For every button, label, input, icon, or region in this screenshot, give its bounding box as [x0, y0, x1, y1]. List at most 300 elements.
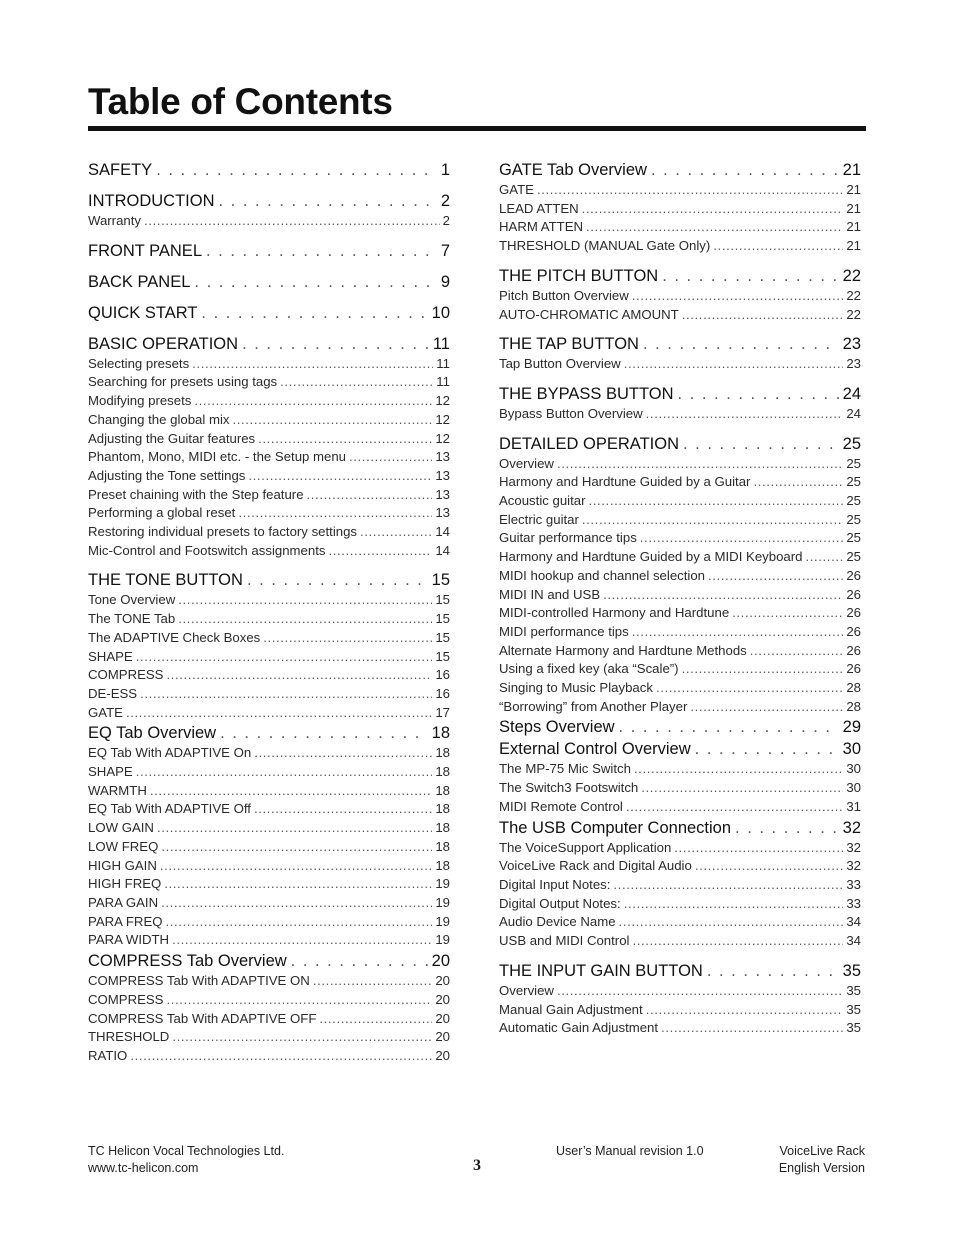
toc-page-number: 26: [846, 642, 861, 658]
toc-section[interactable]: [88, 951, 450, 972]
toc-page-number: 18: [435, 838, 450, 854]
toc-dot-leader: [126, 704, 432, 723]
toc-subentry[interactable]: [499, 405, 861, 424]
toc-page-number: 15: [435, 611, 450, 627]
toc-page-number: 18: [435, 857, 450, 873]
toc-section[interactable]: [499, 266, 861, 287]
toc-dot-leader: [632, 287, 844, 306]
toc-subentry[interactable]: [88, 782, 450, 801]
toc-dot-leader: [582, 200, 844, 219]
toc-dot-leader: [713, 237, 843, 256]
toc-page-number: 19: [435, 932, 450, 948]
toc-dot-leader: [589, 492, 844, 511]
toc-dot-leader: [640, 529, 844, 548]
toc-page-number: 26: [846, 586, 861, 602]
toc-page-number: 18: [435, 745, 450, 761]
toc-section[interactable]: [499, 434, 861, 455]
toc-entry-title: Selecting presets: [88, 355, 190, 371]
toc-page-number: 35: [842, 961, 861, 980]
toc-dot-leader: [707, 961, 839, 982]
toc-dot-leader: [156, 160, 437, 181]
toc-subentry[interactable]: [499, 306, 861, 325]
toc-page-number: 30: [842, 740, 861, 759]
toc-section[interactable]: [499, 739, 861, 760]
toc-dot-leader: [258, 430, 432, 449]
toc-entry-title: The ADAPTIVE Check Boxes: [88, 629, 261, 645]
toc-entry-title: Modifying presets: [88, 393, 192, 409]
toc-subentry[interactable]: [88, 744, 450, 763]
toc-entry-title: Phantom, Mono, MIDI etc. - the Setup menu: [88, 449, 347, 465]
toc-page-number: 25: [846, 511, 861, 527]
toc-entry-title: SHAPE: [88, 764, 133, 780]
toc-dot-leader: [140, 685, 432, 704]
toc-entry-title: MIDI hookup and channel selection: [499, 567, 706, 583]
toc-dot-leader: [136, 648, 433, 667]
toc-dot-leader: [632, 623, 844, 642]
toc-entry-title: VoiceLive Rack and Digital Audio: [499, 858, 692, 874]
toc-entry-title: Preset chaining with the Step feature: [88, 486, 304, 502]
toc-dot-leader: [172, 931, 432, 950]
footer-language: English Version: [778, 1161, 865, 1175]
toc-entry-title: “Borrowing” from Another Player: [499, 698, 688, 714]
toc-subentry[interactable]: [499, 548, 861, 567]
toc-page-number: 2: [440, 192, 450, 210]
toc-page-number: 14: [435, 524, 450, 540]
toc-page-number: 19: [435, 913, 450, 929]
toc-dot-leader: [360, 523, 432, 542]
toc-dot-leader: [313, 972, 433, 991]
toc-dot-leader: [263, 629, 432, 648]
toc-page-number: 25: [846, 474, 861, 490]
toc-entry-title: Tone Overview: [88, 592, 176, 608]
toc-dot-leader: [349, 448, 432, 467]
toc-entry-title: The Switch3 Footswitch: [499, 780, 639, 796]
toc-subentry[interactable]: [88, 894, 450, 913]
toc-dot-leader: [136, 763, 433, 782]
toc-subentry[interactable]: [499, 779, 861, 798]
toc-entry-title: Audio Device Name: [499, 914, 616, 930]
toc-entry-title: The TONE Tab: [88, 611, 176, 627]
toc-entry-title: HIGH FREQ: [88, 876, 162, 892]
toc-entry-title: THRESHOLD (MANUAL Gate Only): [499, 238, 711, 254]
toc-entry-title: RATIO: [88, 1047, 128, 1063]
toc-entry-title: External Control Overview: [499, 740, 691, 759]
toc-dot-leader: [735, 818, 839, 839]
toc-entry-title: Digital Input Notes:: [499, 876, 611, 892]
toc-subentry[interactable]: [88, 704, 450, 723]
toc-entry-title: The VoiceSupport Application: [499, 839, 672, 855]
toc-page-number: 18: [431, 724, 450, 743]
toc-subentry[interactable]: [88, 610, 450, 629]
toc-subentry[interactable]: [499, 932, 861, 951]
toc-page-number: 35: [846, 1001, 861, 1017]
toc-subentry[interactable]: [88, 875, 450, 894]
toc-dot-leader: [646, 405, 844, 424]
toc-entry-title: MIDI Remote Control: [499, 798, 623, 814]
toc-dot-leader: [683, 434, 839, 455]
toc-dot-leader: [192, 355, 433, 374]
toc-dot-leader: [619, 913, 844, 932]
toc-dot-leader: [682, 660, 844, 679]
toc-subentry[interactable]: [88, 763, 450, 782]
toc-subentry[interactable]: [88, 411, 450, 430]
toc-entry-title: Guitar performance tips: [499, 530, 637, 546]
toc-subentry[interactable]: [499, 511, 861, 530]
toc-entry-title: COMPRESS Tab With ADAPTIVE OFF: [88, 1010, 317, 1026]
toc-section[interactable]: [499, 160, 861, 181]
toc-page-number: 20: [435, 973, 450, 989]
toc-dot-leader: [678, 384, 839, 405]
toc-page-number: 21: [846, 200, 861, 216]
toc-dot-leader: [643, 334, 839, 355]
toc-subentry[interactable]: [499, 876, 861, 895]
toc-entry-title: PARA FREQ: [88, 913, 163, 929]
toc-subentry[interactable]: [499, 492, 861, 511]
toc-page-number: 18: [435, 820, 450, 836]
toc-entry-title: LEAD ATTEN: [499, 200, 579, 216]
toc-page-number: 20: [431, 952, 450, 971]
toc-page-number: 13: [435, 505, 450, 521]
toc-dot-leader: [619, 717, 839, 738]
toc-entry-title: DETAILED OPERATION: [499, 434, 680, 453]
toc-section[interactable]: [499, 717, 861, 738]
toc-page-number: 25: [846, 530, 861, 546]
toc-entry-title: THE TAP BUTTON: [499, 335, 639, 354]
toc-subentry[interactable]: [88, 819, 450, 838]
toc-dot-leader: [613, 876, 843, 895]
toc-page-number: 15: [431, 571, 450, 590]
toc-entry-title: SHAPE: [88, 648, 133, 664]
toc-page-number: 26: [846, 567, 861, 583]
toc-page-number: 16: [435, 667, 450, 683]
toc-subentry[interactable]: [499, 1001, 861, 1020]
toc-dot-leader: [750, 642, 844, 661]
toc-page-number: 2: [442, 213, 450, 228]
toc-subentry[interactable]: [88, 1010, 450, 1029]
toc-entry-title: FRONT PANEL: [88, 241, 202, 260]
toc-subentry[interactable]: [499, 586, 861, 605]
toc-entry-title: Tap Button Overview: [499, 356, 621, 372]
toc-entry-title: The MP-75 Mic Switch: [499, 761, 631, 777]
toc-page-number: 17: [435, 704, 450, 720]
toc-entry-title: MIDI-controlled Harmony and Hardtune: [499, 605, 730, 621]
toc-page-number: 22: [846, 287, 861, 303]
toc-page-number: 21: [846, 182, 861, 197]
toc-entry-title: Acoustic guitar: [499, 493, 586, 509]
toc-section[interactable]: [88, 723, 450, 744]
toc-subentry[interactable]: [499, 473, 861, 492]
toc-dot-leader: [150, 782, 432, 801]
toc-page-number: 22: [842, 266, 861, 285]
toc-dot-leader: [161, 894, 432, 913]
toc-entry-title: THE TONE BUTTON: [88, 571, 243, 590]
toc-entry-title: The USB Computer Connection: [499, 818, 732, 837]
toc-dot-leader: [582, 511, 843, 530]
toc-page-number: 34: [846, 933, 861, 949]
toc-dot-leader: [238, 504, 432, 523]
toc-page-number: 30: [846, 761, 861, 777]
toc-subentry[interactable]: [499, 287, 861, 306]
toc-entry-title: THRESHOLD: [88, 1029, 170, 1045]
toc-section[interactable]: [499, 334, 861, 355]
toc-page-number: 25: [846, 493, 861, 509]
toc-page-number: 25: [846, 549, 861, 565]
toc-subentry[interactable]: [499, 567, 861, 586]
toc-entry-title: THE BYPASS BUTTON: [499, 384, 674, 403]
toc-dot-leader: [695, 857, 844, 876]
toc-subentry[interactable]: [499, 455, 861, 474]
toc-subentry[interactable]: [499, 355, 861, 374]
toc-subentry[interactable]: [88, 972, 450, 991]
toc-subentry[interactable]: [499, 218, 861, 237]
toc-dot-leader: [586, 218, 843, 237]
toc-subentry[interactable]: [499, 857, 861, 876]
toc-subentry[interactable]: [499, 237, 861, 256]
toc-section[interactable]: [88, 191, 450, 212]
toc-entry-title: Adjusting the Guitar features: [88, 430, 256, 446]
toc-dot-leader: [194, 392, 432, 411]
toc-subentry[interactable]: [499, 200, 861, 219]
toc-page-number: 11: [436, 374, 450, 390]
toc-subentry[interactable]: [499, 760, 861, 779]
toc-dot-leader: [166, 913, 433, 932]
toc-subentry[interactable]: [88, 857, 450, 876]
toc-subentry[interactable]: [88, 838, 450, 857]
toc-entry-title: Manual Gain Adjustment: [499, 1001, 643, 1017]
toc-entry-title: EQ Tab With ADAPTIVE On: [88, 745, 252, 761]
toc-page-number: 15: [435, 592, 450, 608]
toc-subentry[interactable]: [499, 660, 861, 679]
toc-entry-title: HIGH GAIN: [88, 857, 157, 873]
toc-entry-title: USB and MIDI Control: [499, 933, 630, 949]
toc-entry-title: Searching for presets using tags: [88, 374, 278, 390]
toc-subentry[interactable]: [88, 800, 450, 819]
toc-entry-title: Alternate Harmony and Hardtune Methods: [499, 642, 747, 658]
toc-page-number: 7: [440, 241, 450, 260]
toc-section[interactable]: [499, 818, 861, 839]
toc-entry-title: MIDI IN and USB: [499, 586, 601, 602]
footer-manual: [556, 1143, 704, 1160]
toc-page-number: 26: [846, 623, 861, 639]
toc-page-number: 33: [846, 895, 861, 911]
toc-page-number: 25: [846, 455, 861, 471]
toc-dot-leader: [291, 951, 428, 972]
toc-subentry[interactable]: [88, 629, 450, 648]
toc-page-number: 19: [435, 894, 450, 910]
toc-entry-title: Pitch Button Overview: [499, 287, 629, 303]
toc-subentry[interactable]: [499, 679, 861, 698]
toc-entry-title: LOW FREQ: [88, 838, 159, 854]
toc-subentry[interactable]: [88, 685, 450, 704]
toc-dot-leader: [280, 373, 433, 392]
toc-entry-title: COMPRESS: [88, 991, 164, 1007]
toc-section[interactable]: [88, 334, 450, 355]
toc-dot-leader: [194, 272, 436, 293]
toc-section[interactable]: [88, 241, 450, 262]
toc-entry-title: THE INPUT GAIN BUTTON: [499, 961, 703, 980]
toc-subentry[interactable]: [88, 666, 450, 685]
toc-dot-leader: [708, 567, 843, 586]
toc-page-number: 1: [440, 161, 450, 179]
toc-entry-title: COMPRESS Tab Overview: [88, 952, 287, 971]
toc-page-number: 10: [431, 303, 450, 322]
toc-subentry[interactable]: [88, 523, 450, 542]
toc-subentry[interactable]: [88, 486, 450, 505]
toc-page-number: 21: [846, 238, 861, 254]
toc-page-number: 13: [435, 486, 450, 502]
toc-subentry[interactable]: [88, 913, 450, 932]
toc-page-number: 13: [435, 467, 450, 483]
toc-dot-leader: [220, 723, 428, 744]
toc-page-number: 32: [842, 818, 861, 837]
toc-subentry[interactable]: [499, 642, 861, 661]
toc-section[interactable]: [499, 961, 861, 982]
toc-entry-title: Changing the global mix: [88, 411, 230, 427]
toc-entry-title: Restoring individual presets to factory settings: [88, 524, 358, 540]
toc-page-number: 24: [842, 384, 861, 403]
toc-subentry[interactable]: [88, 1047, 450, 1066]
toc-page-number: 16: [435, 685, 450, 701]
toc-subentry[interactable]: [499, 798, 861, 817]
toc-section[interactable]: [88, 570, 450, 591]
toc-dot-leader: [537, 181, 843, 200]
toc-dot-leader: [557, 455, 843, 474]
toc-subentry[interactable]: [88, 373, 450, 392]
title-rule: [88, 126, 866, 131]
page-title: Table of Contents: [88, 81, 393, 122]
toc-entry-title: QUICK START: [88, 303, 198, 322]
toc-subentry[interactable]: [88, 212, 450, 231]
toc-entry-title: THE PITCH BUTTON: [499, 266, 659, 285]
toc-dot-leader: [682, 306, 844, 325]
toc-page-number: 21: [842, 161, 861, 179]
toc-entry-title: Digital Output Notes:: [499, 895, 621, 911]
toc-entry-title: Mic-Control and Footswitch assignments: [88, 542, 326, 558]
toc-dot-leader: [254, 744, 432, 763]
toc-subentry[interactable]: [499, 895, 861, 914]
toc-subentry[interactable]: [499, 181, 861, 200]
toc-subentry[interactable]: [499, 1019, 861, 1038]
toc-page-number: 20: [435, 1047, 450, 1063]
toc-subentry[interactable]: [499, 839, 861, 858]
toc-dot-leader: [319, 1010, 432, 1029]
toc-entry-title: Performing a global reset: [88, 505, 236, 521]
toc-dot-leader: [805, 548, 843, 567]
toc-dot-leader: [161, 838, 432, 857]
toc-entry-title: LOW GAIN: [88, 820, 154, 836]
toc-subentry[interactable]: [499, 698, 861, 717]
toc-page-number: 21: [846, 219, 861, 235]
toc-subentry[interactable]: [88, 542, 450, 561]
toc-subentry[interactable]: [499, 982, 861, 1001]
toc-entry-title: GATE: [499, 182, 534, 197]
toc-page-number: 19: [435, 876, 450, 892]
toc-page-number: 15: [435, 648, 450, 664]
toc-page-number: 28: [846, 680, 861, 696]
toc-entry-title: PARA GAIN: [88, 894, 159, 910]
toc-page-number: 24: [846, 405, 861, 421]
toc-page-number: 25: [842, 434, 861, 453]
page-number: 3: [473, 1157, 481, 1174]
toc-entry-title: MIDI performance tips: [499, 623, 629, 639]
toc-dot-leader: [641, 779, 843, 798]
toc-entry-title: WARMTH: [88, 782, 147, 798]
toc-page-number: 31: [846, 798, 861, 814]
toc-entry-title: DE-ESS: [88, 685, 138, 701]
toc-subentry[interactable]: [499, 913, 861, 932]
toc-entry-title: GATE Tab Overview: [499, 161, 647, 179]
toc-entry-title: COMPRESS Tab With ADAPTIVE ON: [88, 973, 310, 989]
toc-entry-title: GATE: [88, 704, 123, 720]
toc-entry-title: COMPRESS: [88, 667, 164, 683]
toc-page-number: 26: [846, 661, 861, 677]
toc-subentry[interactable]: [88, 591, 450, 610]
toc-page-number: 32: [846, 858, 861, 874]
toc-dot-leader: [732, 604, 843, 623]
toc-entry-title: Harmony and Hardtune Guided by a MIDI Keyboard: [499, 549, 803, 565]
toc-page-number: 18: [435, 801, 450, 817]
toc-subentry[interactable]: [88, 648, 450, 667]
toc-entry-title: Adjusting the Tone settings: [88, 467, 246, 483]
toc-section[interactable]: [88, 160, 450, 181]
footer-right: [779, 1143, 865, 1177]
toc-subentry[interactable]: [88, 1028, 450, 1047]
toc-subentry[interactable]: [88, 467, 450, 486]
toc-entry-title: Using a fixed key (aka “Scale”): [499, 661, 679, 677]
toc-page-number: 13: [435, 449, 450, 465]
toc-dot-leader: [130, 1047, 432, 1066]
toc-section[interactable]: [499, 384, 861, 405]
toc-subentry[interactable]: [88, 931, 450, 950]
toc-entry-title: Automatic Gain Adjustment: [499, 1020, 659, 1036]
toc-page-number: 9: [440, 272, 450, 291]
toc-subentry[interactable]: [499, 529, 861, 548]
toc-subentry[interactable]: [88, 448, 450, 467]
toc-dot-leader: [753, 473, 843, 492]
toc-page-number: 28: [846, 698, 861, 714]
toc-subentry[interactable]: [88, 430, 450, 449]
toc-left-column: [88, 160, 450, 1066]
toc-page-number: 35: [846, 1020, 861, 1036]
toc-subentry[interactable]: [88, 991, 450, 1010]
toc-section[interactable]: [88, 303, 450, 324]
toc-subentry[interactable]: [88, 392, 450, 411]
toc-subentry[interactable]: [88, 355, 450, 374]
toc-dot-leader: [254, 800, 432, 819]
toc-dot-leader: [651, 160, 839, 181]
toc-page-number: 15: [435, 629, 450, 645]
toc-subentry[interactable]: [88, 504, 450, 523]
toc-entry-title: PARA WIDTH: [88, 932, 170, 948]
toc-dot-leader: [201, 303, 427, 324]
footer-product: VoiceLive Rack: [779, 1144, 865, 1158]
toc-entry-title: BASIC OPERATION: [88, 334, 239, 353]
toc-subentry[interactable]: [499, 623, 861, 642]
toc-dot-leader: [233, 411, 433, 430]
footer-manual-revision: User’s Manual revision 1.0: [556, 1144, 704, 1158]
toc-page-number: 12: [435, 393, 450, 409]
toc-subentry[interactable]: [499, 604, 861, 623]
toc-entry-title: SAFETY: [88, 161, 153, 179]
toc-dot-leader: [166, 666, 432, 685]
toc-entry-title: INTRODUCTION: [88, 192, 215, 210]
footer-website: www.tc-helicon.com: [88, 1161, 199, 1175]
toc-dot-leader: [624, 355, 844, 374]
toc-entry-title: Singing to Music Playback: [499, 680, 653, 696]
toc-section[interactable]: [88, 272, 450, 293]
toc-dot-leader: [634, 760, 843, 779]
toc-page-number: 20: [435, 991, 450, 1007]
